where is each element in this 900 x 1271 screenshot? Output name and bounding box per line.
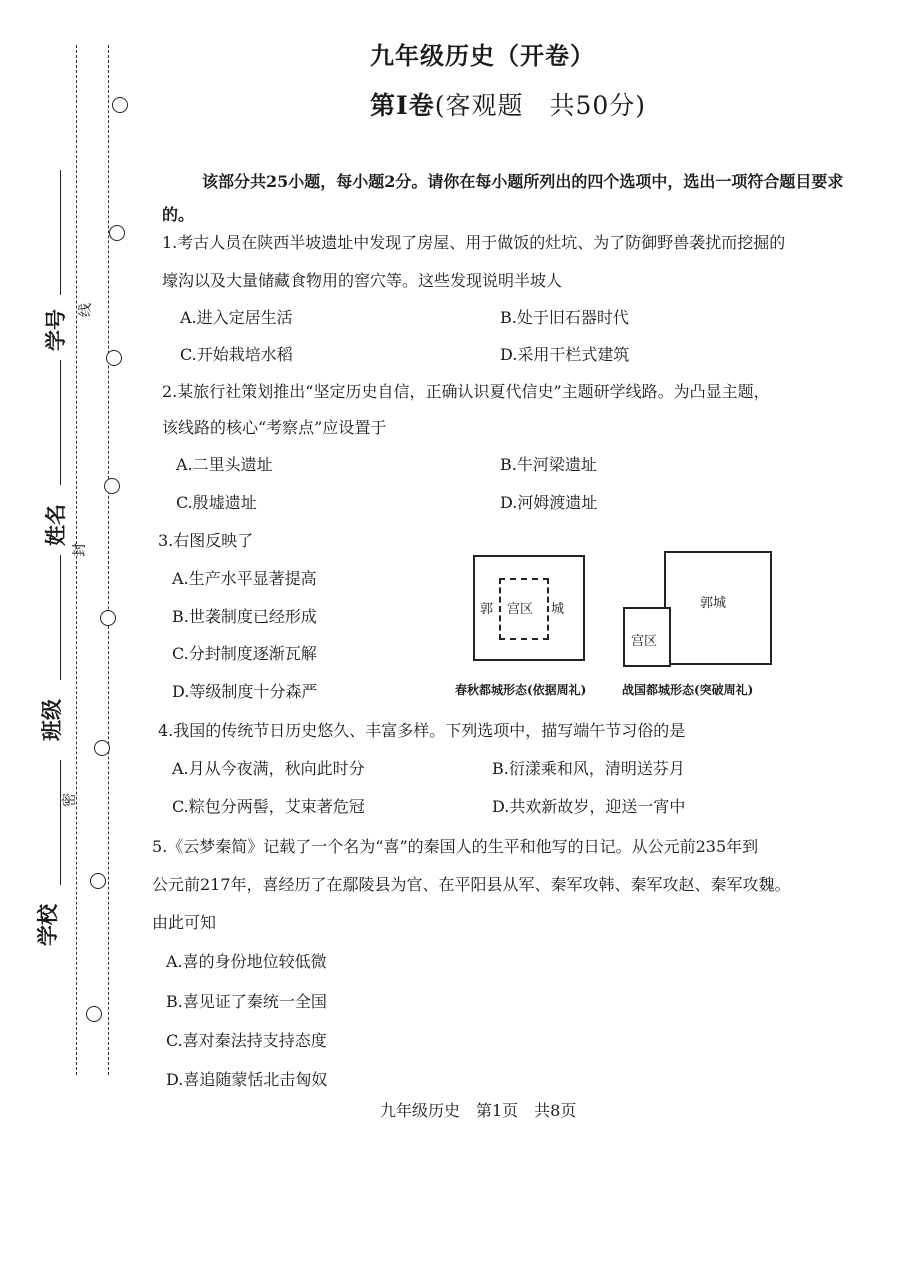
- question-3-option-d[interactable]: D.等级制度十分森严: [172, 682, 318, 701]
- question-2-line-2: 该线路的核心“考察点”应设置于: [162, 418, 387, 437]
- exam-subtitle: [370, 86, 646, 122]
- question-4-option-c[interactable]: C.粽包分两髻，艾束著危冠: [172, 797, 365, 816]
- question-3-option-a[interactable]: A.生产水平显著提高: [172, 569, 317, 588]
- question-2-option-c[interactable]: C.殷墟遗址: [176, 493, 257, 512]
- question-5-option-d[interactable]: D.喜追随蒙恬北击匈奴: [166, 1070, 328, 1089]
- warring-states-caption: 战国都城形态(突破周礼): [622, 683, 754, 697]
- question-5-line-2: 公元前217年，喜经历了在鄢陵县为官、在平阳县从军、秦军攻韩、秦军攻赵、秦军攻魏。: [152, 875, 791, 894]
- exam-title: 九年级历史（开卷）: [370, 41, 595, 70]
- question-1-line-2: 壕沟以及大量储藏食物用的窖穴等。这些发现说明半坡人: [162, 271, 563, 290]
- binding-dashed-line-inner: [108, 45, 109, 1075]
- field-label: 班级: [39, 699, 64, 741]
- question-1-option-c[interactable]: C.开始栽培水稻: [180, 345, 293, 364]
- question-5-option-c[interactable]: C.喜对秦法持支持态度: [166, 1031, 327, 1050]
- field-underline: [60, 760, 61, 885]
- question-4-option-a[interactable]: A.月从今夜满，秋向此时分: [172, 759, 365, 778]
- question-3-option-c[interactable]: C.分封制度逐渐瓦解: [172, 644, 317, 663]
- field-label: 学校: [35, 904, 60, 946]
- question-2-option-d[interactable]: D.河姆渡遗址: [500, 493, 598, 512]
- question-2-option-a[interactable]: A.二里头遗址: [176, 455, 273, 474]
- question-3-line-1: 3.右图反映了: [158, 531, 254, 550]
- field-underline: [60, 360, 61, 485]
- question-3-option-b[interactable]: B.世袭制度已经形成: [172, 607, 317, 626]
- punch-hole-icon: [112, 97, 128, 113]
- question-2-line-1: 2.某旅行社策划推出“坚定历史自信，正确认识夏代信史”主题研学线路。为凸显主题，: [162, 382, 770, 401]
- seal-word-secret: 密: [62, 793, 78, 807]
- binding-dashed-line-outer: [76, 45, 77, 1075]
- question-4-option-d[interactable]: D.共欢新故岁，迎送一宵中: [492, 797, 686, 816]
- question-4-option-b[interactable]: B.衍漾乘和风，清明送芬月: [492, 759, 685, 778]
- question-1-option-a[interactable]: A.进入定居生活: [180, 308, 293, 327]
- question-5-option-a[interactable]: A.喜的身份地位较低微: [166, 952, 327, 971]
- punch-hole-icon: [109, 225, 125, 241]
- field-label: 姓名: [43, 504, 68, 546]
- question-5-line-1: 5.《云梦秦简》记载了一个名为“喜”的秦国人的生平和他写的日记。从公元前235年到: [152, 837, 759, 856]
- field-underline: [60, 555, 61, 680]
- subtitle-volume: 第Ⅰ卷: [370, 91, 435, 120]
- punch-hole-icon: [106, 350, 122, 366]
- punch-hole-icon: [104, 478, 120, 494]
- punch-hole-icon: [100, 610, 116, 626]
- field-underline: [60, 170, 61, 295]
- field-label: 学号: [43, 309, 68, 351]
- spring-autumn-caption: 春秋都城形态(依据周礼): [455, 683, 587, 697]
- instructions: 该部分共25小题，每小题2分。请你在每小题所列出的四个选项中，选出一项符合题目要求的。: [162, 172, 844, 224]
- question-1-option-b[interactable]: B.处于旧石器时代: [500, 308, 629, 327]
- punch-hole-icon: [90, 873, 106, 889]
- question-1-line-1: 1.考古人员在陕西半坡遗址中发现了房屋、用于做饭的灶坑、为了防御野兽袭扰而挖掘的: [162, 233, 786, 252]
- seal-word-line: 线: [78, 303, 94, 317]
- question-2-option-b[interactable]: B.牛河梁遗址: [500, 455, 597, 474]
- question-4-line-1: 4.我国的传统节日历史悠久、丰富多样。下列选项中，描写端午节习俗的是: [158, 721, 686, 740]
- subtitle-detail: (客观题 共50分): [434, 91, 647, 120]
- spring-autumn-label-right: 城: [551, 602, 565, 617]
- spring-autumn-label-left: 郭: [480, 602, 494, 617]
- warring-states-city-label: 郭城: [700, 596, 727, 611]
- warring-states-palace-label: 宫区: [631, 634, 658, 649]
- question-5-option-b[interactable]: B.喜见证了秦统一全国: [166, 992, 327, 1011]
- punch-hole-icon: [94, 740, 110, 756]
- seal-word-seal: 封: [72, 543, 88, 557]
- question-5-line-3: 由此可知: [152, 913, 217, 932]
- spring-autumn-palace-label: 宫区: [507, 602, 534, 617]
- punch-hole-icon: [86, 1006, 102, 1022]
- page-footer: 九年级历史 第1页 共8页: [380, 1101, 577, 1120]
- question-1-option-d[interactable]: D.采用干栏式建筑: [500, 345, 630, 364]
